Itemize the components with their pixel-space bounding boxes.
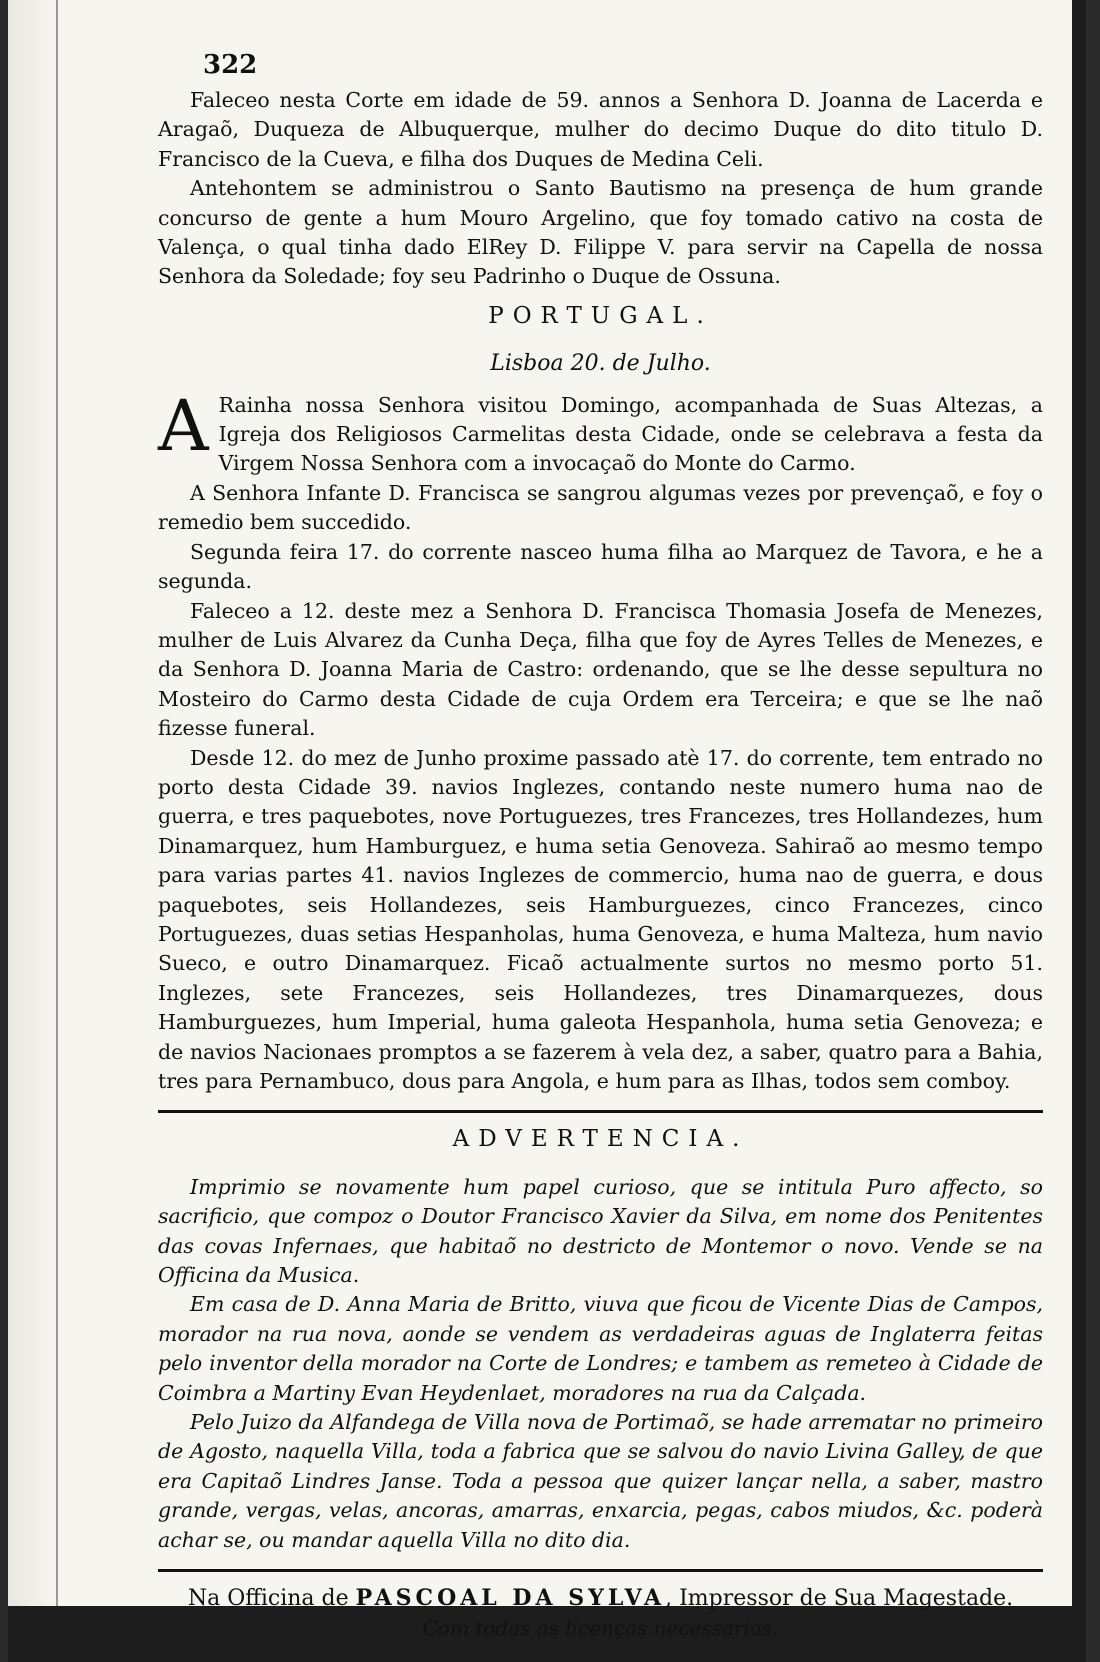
page-number: 322 xyxy=(203,50,258,80)
drop-cap: A xyxy=(158,384,209,467)
imprint-prefix: Na Officina de xyxy=(187,1586,349,1612)
article-body xyxy=(158,86,1043,1643)
paragraph-shipping: Desde 12. do mez de Junho proxime passado atè 17. do corrente, tem entrado no porto desta Cidade 39. navios Inglezes, contando neste numero huma nao de guerra, e tres paquebotes, nove Portuguezes, tres Francezes, tres Hollandezes, hum Dinamarquez, hum Hamburguez, e huma setia Genoveza. Sahiraõ ao mesmo tempo para varias partes 41. navios Inglezes de commercio, huma nao de guerra, e dous paquebotes, seis Hollandezes, seis Hamburguezes, cinco Francezes, cinco Portuguezes, duas setias Hespanholas, huma Genoveza, e huma Malteza, hum navio Sueco, e outro Dinamarquez. Ficaõ actualmente surtos no mesmo porto 51. Inglezes, sete Francezes, seis Hollandezes, tres Dinamarquezes, dous Hamburguezes, hum Imperial, huma galeota Hespanhola, huma setia Genoveza; e de navios Nacionaes promptos a se fazerem à vela dez, a saber, quatro para a Bahia, tres para Pernambuco, dous para Angola, e hum para as Ilhas, todos sem comboy. xyxy=(158,745,1043,1093)
imprint-license: Com todas as licenças necessarias. xyxy=(422,1615,779,1640)
imprint-suffix: , Impressor de Sua Magestade. xyxy=(665,1586,1014,1612)
imprint-line xyxy=(158,1584,1043,1613)
divider-rule-bottom xyxy=(158,1569,1043,1572)
paragraph-queen-visit-text: Rainha nossa Senhora visitou Domingo, acompanhada de Suas Altezas, a Igreja dos Religiosos Carmelitas desta Cidade, onde se celebrava a festa da Virgem Nossa Senhora com a invocaçaõ do Monte do Carmo. xyxy=(218,392,1043,476)
dateline: Lisboa 20. de Julho. xyxy=(490,351,711,377)
imprint-printer: PASCOAL DA SYLVA xyxy=(355,1585,666,1612)
paragraph-birth: Segunda feira 17. do corrente nasceo huma filha ao Marquez de Tavora, e he a segunda. xyxy=(158,539,1043,594)
advert-waters: Em casa de D. Anna Maria de Britto, viuva que ficou de Vicente Dias de Campos, morador na rua nova, aonde se vendem as verdadeiras aguas de Inglaterra feitas pelo inventor della morador na Corte de Londres; e tambem as remeteo à Cidade de Coimbra a Martiny Evan Heydenlaet, moradores na rua da Calçada. xyxy=(158,1292,1043,1405)
section-heading-advertencia: ADVERTENCIA. xyxy=(452,1126,749,1153)
page-binding-edge xyxy=(8,0,58,1662)
section-heading-portugal: PORTUGAL. xyxy=(488,302,713,329)
paragraph-infanta: A Senhora Infante D. Francisca se sangrou algumas vezes por prevençaõ, e foy o remedio bem succedido. xyxy=(158,480,1043,535)
newspaper-page xyxy=(8,0,1086,1662)
paragraph-baptism: Antehontem se administrou o Santo Bautismo na presença de hum grande concurso de gente a hum Mouro Argelino, que foy tomado cativo na costa de Valença, o qual tinha dado ElRey D. Filippe V. para servir na Capella de nossa Senhora da Soledade; foy seu Padrinho o Duque de Ossuna. xyxy=(158,176,1043,289)
advert-paper: Imprimio se novamente hum papel curioso, que se intitula Puro affecto, so sacrificio, que compoz o Doutor Francisco Xavier da Silva, em nome dos Penitentes das covas Infernaes, que habitaõ no destricto de Montemor o novo. Vende se na Officina da Musica. xyxy=(158,1174,1043,1288)
paragraph-obituary-francisca: Faleceo a 12. deste mez a Senhora D. Francisca Thomasia Josefa de Menezes, mulher de Luis Alvarez da Cunha Deça, filha que foy de Ayres Telles de Menezes, e da Senhora D. Joanna Maria de Castro: ordenando, que se lhe desse sepultura no Mosteiro do Carmo desta Cidade de cuja Ordem era Terceira; e que se lhe naõ fizesse funeral. xyxy=(158,598,1043,741)
paragraph-obituary-duquesa: Faleceo nesta Corte em idade de 59. annos a Senhora D. Joanna de Lacerda e Aragaõ, Duqueza de Albuquerque, mulher do decimo Duque do dito titulo D. Francisco de la Cueva, e filha dos Duques de Medina Celi. xyxy=(158,88,1043,171)
advert-auction: Pelo Juizo da Alfandega de Villa nova de Portimaõ, se hade arrematar no primeiro de Agosto, naquella Villa, toda a fabrica que se salvou do navio Livina Galley, de que era Capitaõ Lindres Janse. Toda a pessoa que quizer lançar nella, a saber, mastro grande, vergas, velas, ancoras, amarras, enxarcia, pegas, cabos miudos, &c. poderà achar se, ou mandar aquella Villa no dito dia. xyxy=(158,1410,1043,1552)
scan-shadow-right xyxy=(1072,0,1086,1662)
divider-rule xyxy=(158,1110,1043,1113)
paragraph-queen-visit xyxy=(158,384,1043,479)
